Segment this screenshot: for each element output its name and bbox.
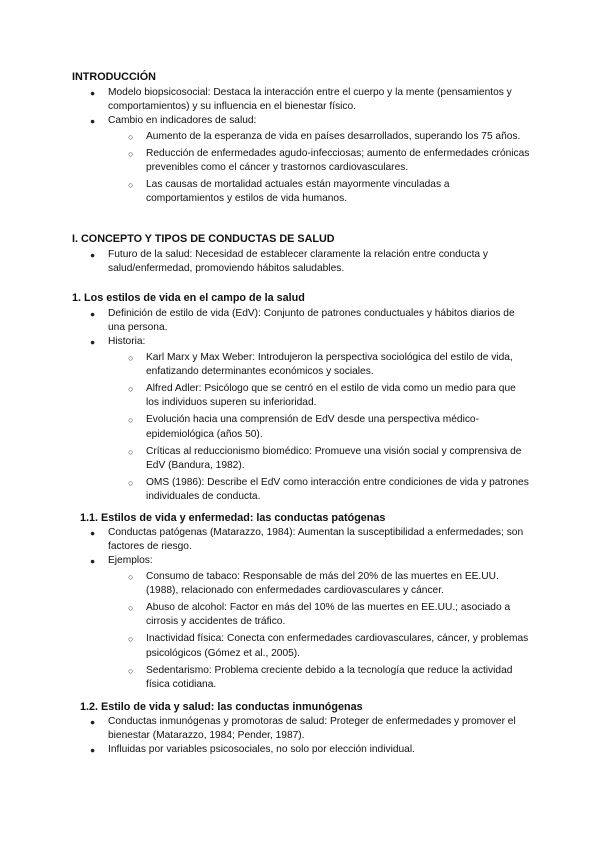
section-heading-estilos-de-vida: 1. Los estilos de vida en el campo de la salud — [72, 292, 305, 304]
sub-bullet-list — [128, 351, 530, 505]
sub-list-item: ○ Karl Marx y Max Weber: Introdujeron la perspectiva sociológica del estilo de vida, enfatizando determinantes económicos y sociales. — [128, 351, 530, 379]
section-heading-conductas-patogenas: 1.1. Estilos de vida y enfermedad: las conductas patógenas — [80, 512, 386, 524]
bullet-list — [90, 307, 530, 508]
list-item — [90, 526, 530, 554]
list-item-text: Influidas por variables psicosociales, no solo por elección individual. — [108, 744, 415, 756]
sub-list-item: ○ Evolución hacia una comprensión de EdV desde una perspectiva médico-epidemiológica (años 50). — [128, 413, 530, 441]
sub-bullet-list — [128, 130, 530, 207]
list-item-text: Cambio en indicadores de salud: — [108, 115, 257, 127]
sub-list-item: ○ Sedentarismo: Problema creciente debido a la tecnología que reduce la actividad física cotidiana. — [128, 664, 530, 692]
list-item — [90, 248, 530, 276]
sub-list-item: ○ Alfred Adler: Psicólogo que se centró en el estilo de vida como un medio para que los individuos superen su inferioridad. — [128, 382, 530, 410]
list-item-text: Modelo biopsicosocial: Destaca la interacción entre el cuerpo y la mente (pensamientos y comportamientos) y su influencia en el bienestar físico. — [108, 87, 512, 113]
sub-list-item: ○ Aumento de la esperanza de vida en países desarrollados, superando los 75 años. — [128, 130, 530, 144]
list-item-text: Ejemplos: — [108, 555, 153, 567]
list-item-text: Historia: — [108, 336, 146, 348]
list-item-text: Conductas inmunógenas y promotoras de salud: Proteger de enfermedades y promover el bienestar (Matarazzo, 1984; Pender, 1987). — [108, 716, 516, 742]
bullet-list — [90, 526, 530, 695]
sub-list-item: ○ Abuso de alcohol: Factor en más del 10% de las muertes en EE.UU.; asociado a cirrosis y accidentes de tráfico. — [128, 601, 530, 629]
section-heading-introduccion: INTRODUCCIÓN — [72, 71, 156, 83]
sub-bullet-list — [128, 570, 530, 693]
list-item — [90, 114, 530, 206]
list-item — [90, 307, 530, 335]
list-item-text: Definición de estilo de vida (EdV): Conjunto de patrones conductuales y hábitos diarios de una persona. — [108, 308, 515, 334]
list-item — [90, 715, 530, 743]
section-heading-concepto: I. CONCEPTO Y TIPOS DE CONDUCTAS DE SALUD — [72, 233, 335, 245]
sub-list-item: ○ Reducción de enfermedades agudo-infecciosas; aumento de enfermedades crónicas prevenibles como el cáncer y trastornos cardiovasculares. — [128, 147, 530, 175]
list-item-text: Futuro de la salud: Necesidad de establecer claramente la relación entre conducta y salud/enfermedad, promoviendo hábitos saludables. — [108, 249, 488, 275]
list-item — [90, 86, 530, 114]
bullet-list — [90, 715, 530, 758]
sub-list-item: ○ OMS (1986): Describe el EdV como interacción entre condiciones de vida y patrones individuales de conducta. — [128, 476, 530, 504]
list-item — [90, 335, 530, 504]
sub-list-item: ○ Las causas de mortalidad actuales están mayormente vinculadas a comportamientos y estilos de vida humanos. — [128, 178, 530, 206]
sub-list-item: ○ Críticas al reduccionismo biomédico: Promueve una visión social y comprensiva de EdV (Bandura, 1982). — [128, 445, 530, 473]
list-item-text: Conductas patógenas (Matarazzo, 1984): Aumentan la susceptibilidad a enfermedades; son factores de riesgo. — [108, 527, 524, 553]
bullet-list — [90, 248, 530, 276]
sub-list-item: ○ Inactividad física: Conecta con enfermedades cardiovasculares, cáncer, y problemas psicológicos (Gómez et al., 2005). — [128, 632, 530, 660]
list-item — [90, 743, 530, 757]
section-heading-conductas-inmunogenas: 1.2. Estilo de vida y salud: las conductas inmunógenas — [80, 701, 363, 713]
sub-list-item: ○ Consumo de tabaco: Responsable de más del 20% de las muertes en EE.UU. (1988), relacionado con enfermedades cardiovasculares y cáncer. — [128, 570, 530, 598]
list-item — [90, 554, 530, 692]
bullet-list — [90, 86, 530, 210]
